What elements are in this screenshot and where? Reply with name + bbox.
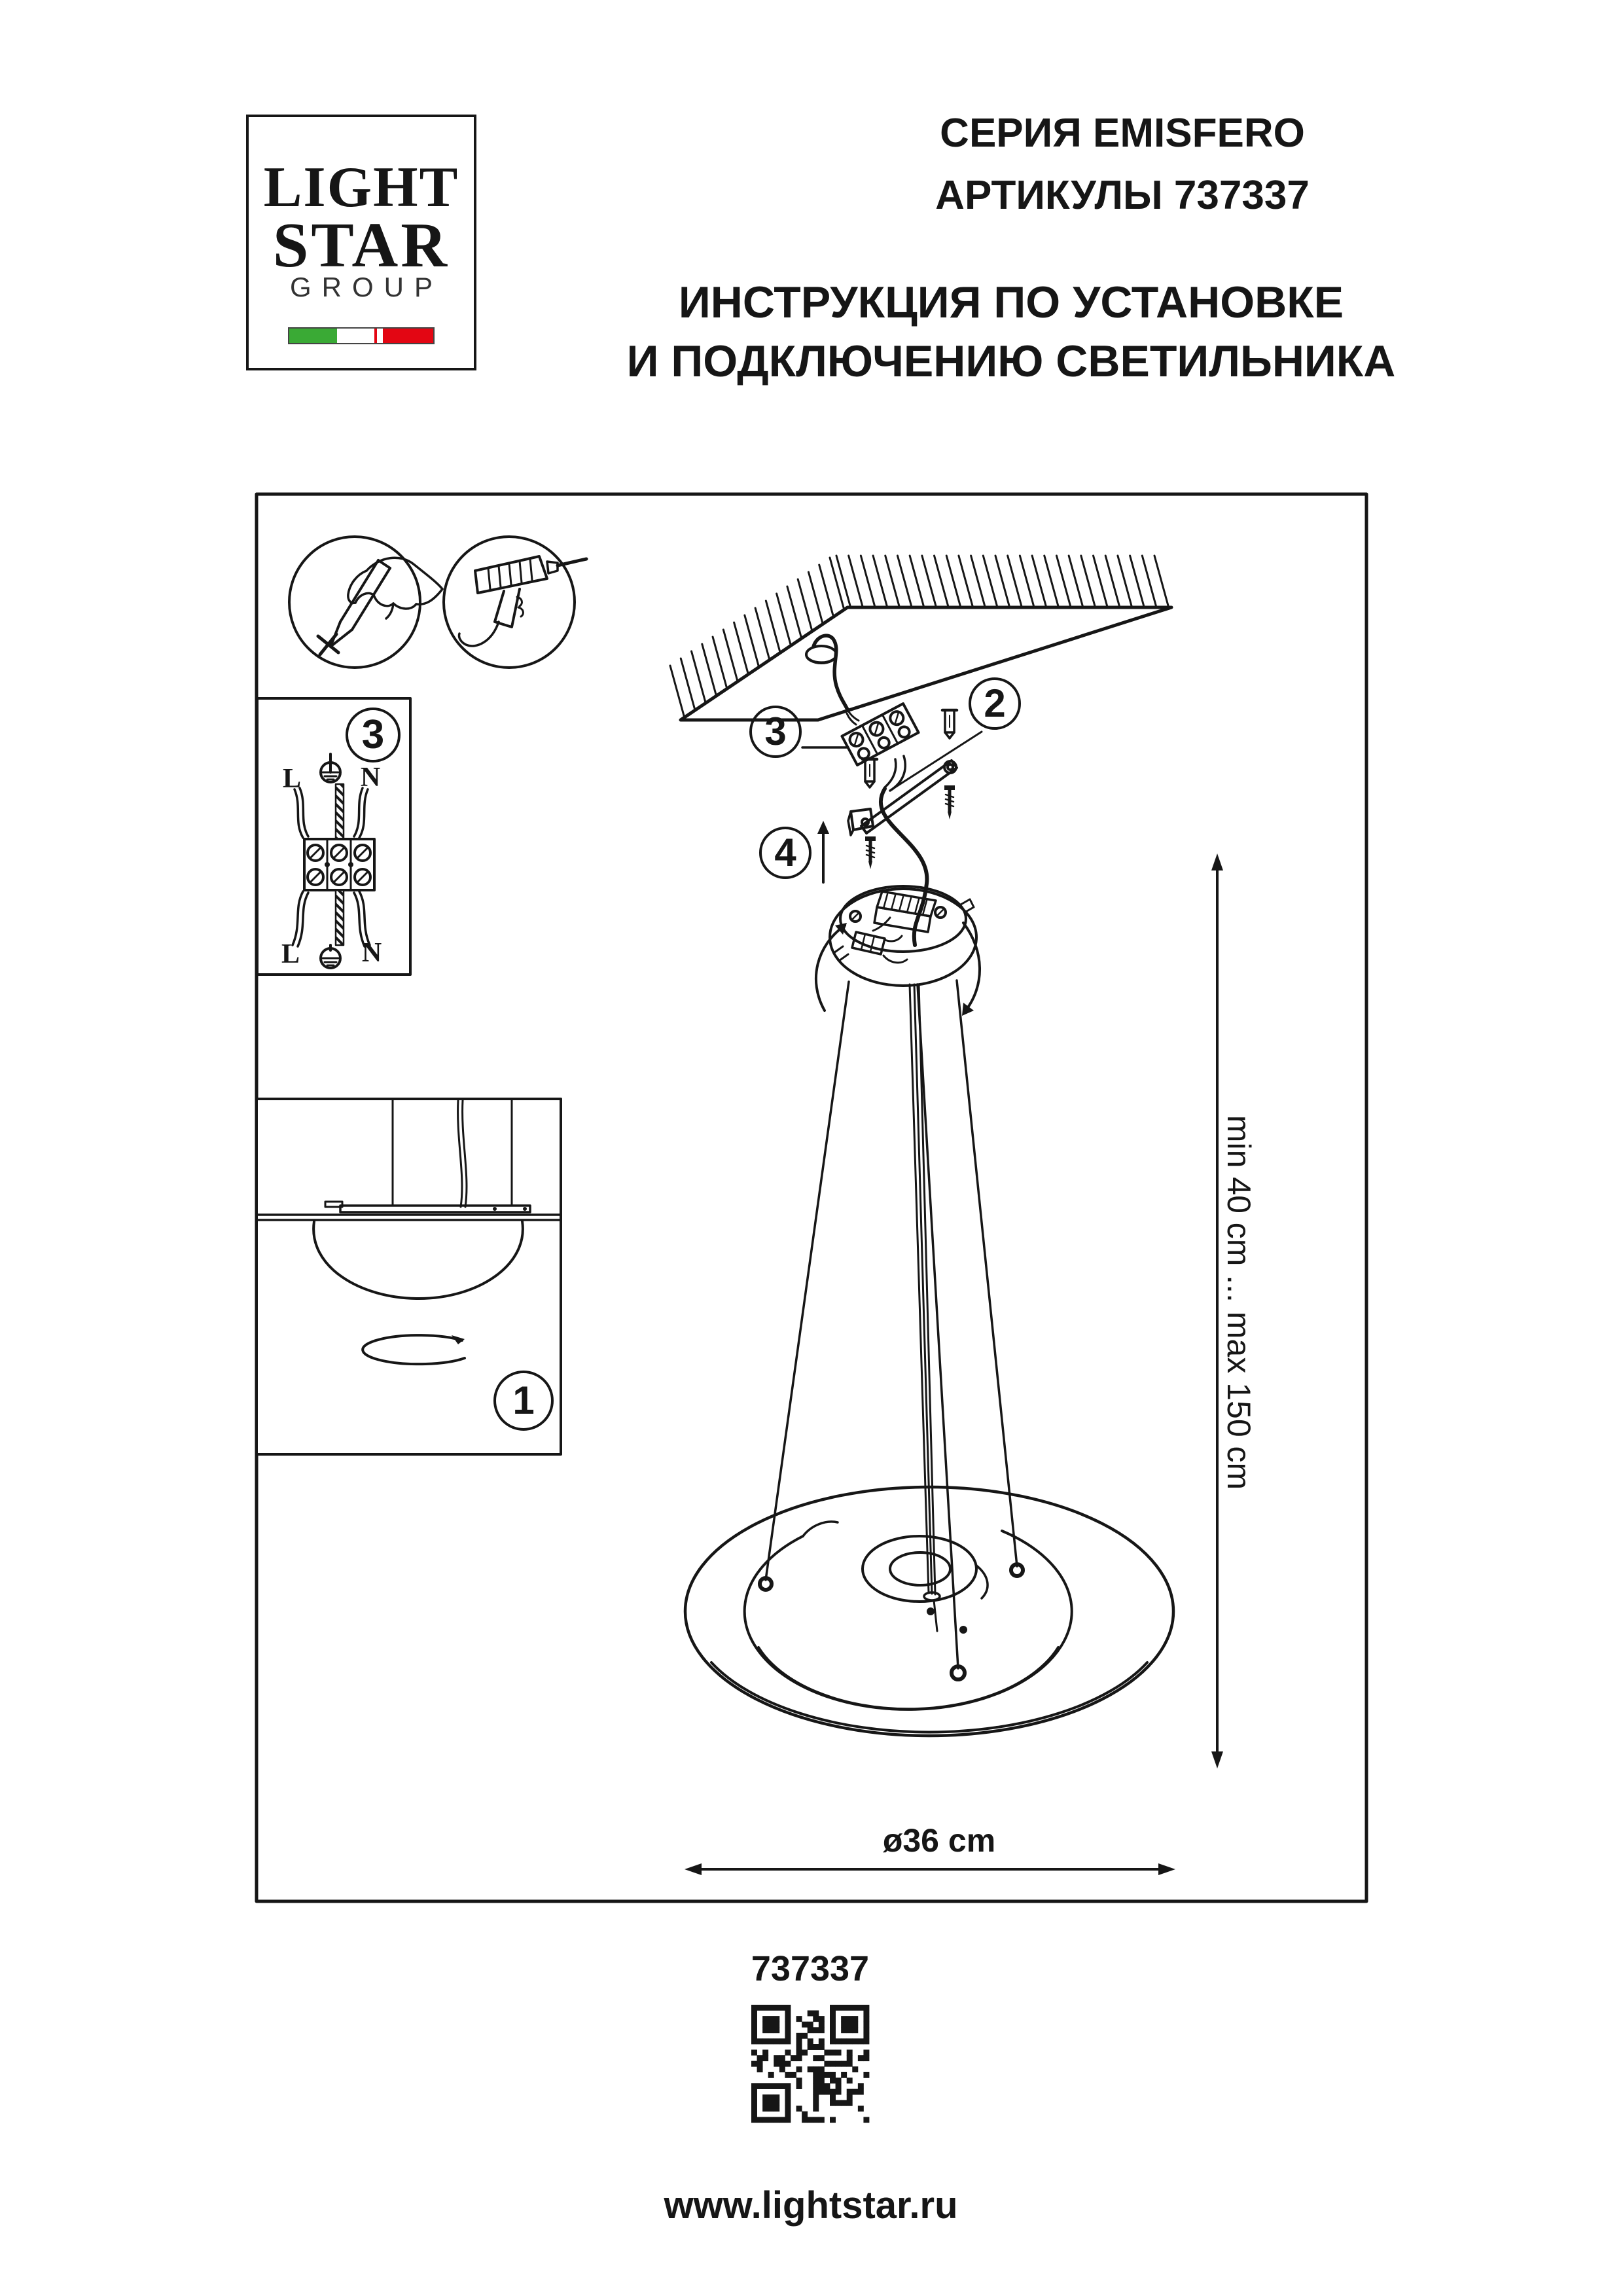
qr-code — [751, 2005, 869, 2123]
up-arrow — [817, 821, 829, 882]
logo-light: LIGHT — [263, 156, 459, 219]
drill-icon — [444, 537, 586, 668]
wiring-label-n-top: N — [360, 762, 381, 793]
instruction-title-line2: И ПОДКЛЮЧЕНИЮ СВЕТИЛЬНИКА — [626, 336, 1396, 386]
wiring-label-n-bottom: N — [361, 938, 382, 968]
suspension-height-dimension: min 40 cm ... max 150 cm — [1221, 1115, 1257, 1490]
dimension-lines — [685, 853, 1223, 1875]
wiring-label-l-bottom: L — [281, 939, 300, 969]
wiring-label-l-top: L — [282, 764, 302, 794]
article-title: АРТИКУЛЫ 737337 — [935, 173, 1310, 218]
ceiling-panel — [670, 556, 1171, 720]
step3-number: 3 — [764, 709, 787, 753]
footer-website: www.lightstar.ru — [664, 2184, 958, 2227]
hand-marking-x-icon — [289, 537, 442, 668]
instruction-title-line1: ИНСТРУКЦИЯ ПО УСТАНОВКЕ — [678, 278, 1344, 327]
step1-number: 1 — [512, 1378, 535, 1422]
footer-article-number: 737337 — [751, 1949, 870, 1988]
logo-star: STAR — [272, 210, 450, 281]
diameter-dimension: ø36 cm — [882, 1822, 996, 1859]
step2-number: 2 — [984, 681, 1006, 725]
terminal-block-exploded — [842, 704, 918, 765]
rotate-arrow-left — [816, 925, 845, 1011]
wiring-step-number: 3 — [361, 712, 385, 757]
canopy — [816, 886, 980, 1016]
step4-number: 4 — [774, 831, 796, 874]
wiring-diagram — [257, 698, 410, 975]
series-title: СЕРИЯ EMISFERO — [940, 111, 1305, 156]
logo-group: GROUP — [289, 272, 444, 302]
